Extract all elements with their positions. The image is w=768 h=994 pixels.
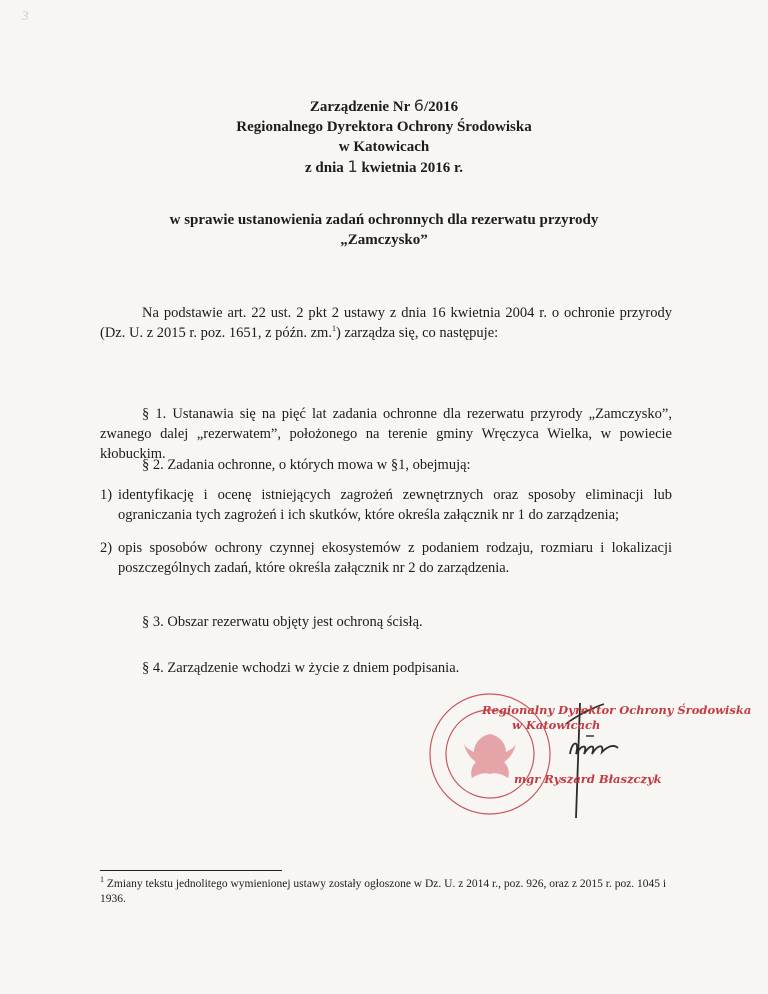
basis-text: Na podstawie art. 22 ust. 2 pkt 2 ustawy z dnia 16 kwietnia 2004 r. o ochronie przyrody (Dz. U. z 2015 r. poz. 1651, z późn. zm. xyxy=(100,305,672,341)
issuer-line: Regionalnego Dyrektora Ochrony Środowiska xyxy=(236,119,532,135)
section-1: § 1. Ustanawia się na pięć lat zadania ochronne dla rezerwatu przyrody „Zamczysko”, zwanego dalej „rezerwatem”, położonego na terenie gminy Wręczyca Wielka, w powiecie kłobuckim. xyxy=(100,406,672,462)
footnote-text: Zmiany tekstu jednolitego wymienionej ustawy zostały ogłoszone w Dz. U. z 2014 r., poz. 926, oraz z 2015 r. poz. 1045 i 1936. xyxy=(100,878,667,905)
section-2: § 2. Zadania ochronne, o których mowa w §1, obejmują: xyxy=(142,457,471,473)
document-date xyxy=(0,157,768,178)
page-corner-mark: 3 xyxy=(22,8,29,23)
list-item-text: identyfikację i ocenę istniejących zagrożeń zewnętrznych oraz sposoby eliminacji lub ograniczania tych zagrożeń i ich skutków, które określa załącznik nr 1 do zarządzenia; xyxy=(118,487,672,523)
document-subject xyxy=(0,210,768,250)
stamp-city: w Katowicach xyxy=(512,718,601,732)
stamp-title: Regionalny Dyrektor Ochrony Środowiska xyxy=(482,703,752,717)
subject-line-2: „Zamczysko” xyxy=(340,232,428,248)
list-item-text: opis sposobów ochrony czynnej ekosystemów z podaniem rodzaju, rozmiaru i lokalizacji poszczególnych zadań, które określa załącznik nr 2 do zarządzenia. xyxy=(118,540,672,576)
footnote-reference: 1 xyxy=(331,324,336,334)
document-title xyxy=(0,96,768,117)
title-prefix: Zarządzenie Nr xyxy=(309,99,410,115)
stamp-name: mgr Ryszard Błaszczyk xyxy=(514,772,662,786)
subject-line-1: w sprawie ustanowienia zadań ochronnych dla rezerwatu przyrody xyxy=(169,212,599,228)
list-item-number: 1) xyxy=(100,487,113,503)
basis-text-end: ) zarządza się, co następuje: xyxy=(335,325,499,341)
eagle-emblem-icon xyxy=(464,734,516,778)
title-suffix: /2016 xyxy=(423,99,459,115)
date-suffix: kwietnia 2016 r. xyxy=(357,160,463,176)
handwritten-number: 6 xyxy=(413,96,424,115)
handwritten-signature-icon xyxy=(570,744,618,755)
official-stamp-and-signature xyxy=(400,688,752,818)
footnote-separator xyxy=(100,870,282,871)
issuer-city: w Katowicach xyxy=(338,139,430,155)
section-3: § 3. Obszar rezerwatu objęty jest ochroną ścisłą. xyxy=(142,614,423,630)
date-prefix: z dnia xyxy=(305,160,344,176)
handwritten-day: 1 xyxy=(347,157,358,176)
footnote xyxy=(100,877,685,907)
document-header xyxy=(0,96,768,178)
footnote-marker: 1 xyxy=(100,875,104,885)
list-item xyxy=(100,538,672,578)
section-4: § 4. Zarządzenie wchodzi w życie z dniem podpisania. xyxy=(142,660,460,676)
list-item-number: 2) xyxy=(100,540,113,556)
legal-basis-paragraph xyxy=(100,303,672,343)
list-item xyxy=(100,485,672,525)
